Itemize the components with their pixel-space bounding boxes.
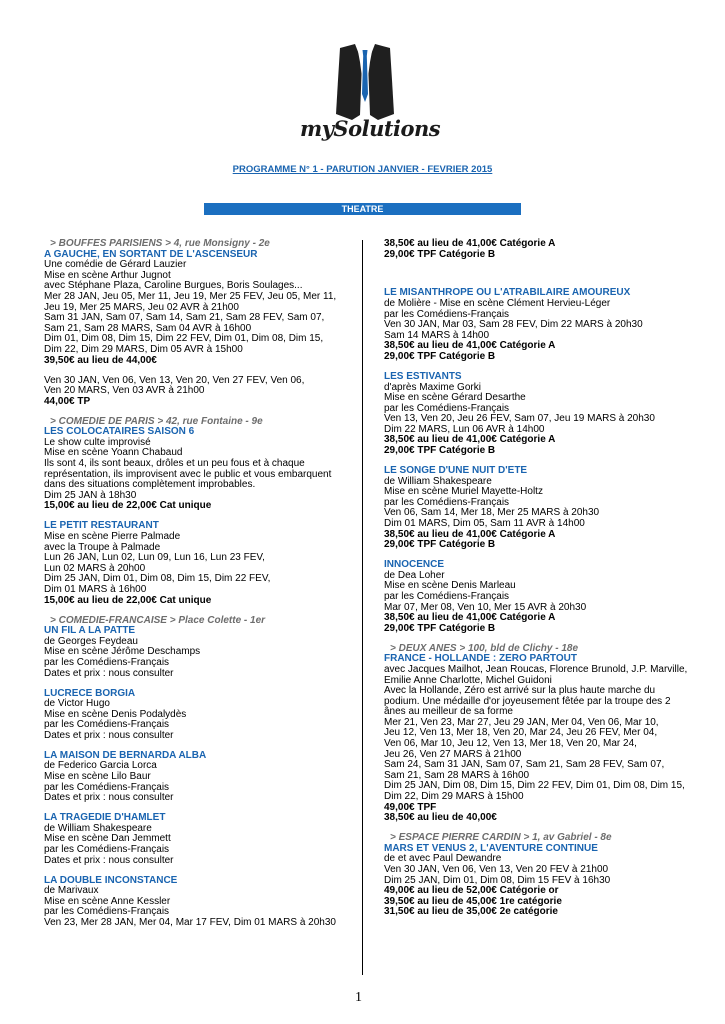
show-title: LA DOUBLE INCONSTANCE	[44, 874, 178, 886]
text-line: avec Jacques Mailhot, Jean Roucas, Florence Brunold, J.P. Marville,	[384, 663, 688, 675]
text-line: de Victor Hugo	[44, 698, 110, 710]
text-line: dans des situations complètement improbables.	[44, 479, 256, 491]
show-title: INNOCENCE	[384, 559, 445, 571]
text-line: Dates et prix : nous consulter	[44, 729, 174, 741]
show-title: FRANCE - HOLLANDE : ZERO PARTOUT	[384, 653, 577, 665]
section-header-theatre: THEATRE	[204, 203, 521, 215]
text-line: Dates et prix : nous consulter	[44, 667, 174, 679]
text-line: d'après Maxime Gorki	[384, 381, 481, 393]
text-line: Mar 07, Mer 08, Ven 10, Mer 15 AVR à 20h30	[384, 601, 587, 613]
text-line: Avec la Hollande, Zéro est arrivé sur la plus haute marche du	[384, 685, 656, 697]
text-line: Dim 22, Dim 29 MARS, Dim 05 AVR à 15h00	[44, 343, 243, 355]
price-line: 29,00€ TPF Catégorie B	[384, 445, 496, 457]
text-line: ânes au meilleur de sa forme	[384, 706, 513, 718]
text-line: Jeu 19, Mer 25 MARS, Jeu 02 AVR à 21h00	[44, 301, 239, 313]
text-line: Ven 06, Mar 10, Jeu 12, Ven 13, Mer 18, Ven 20, Mar 24,	[384, 738, 637, 750]
text-line: podium. Une médaille d'or joyeusement fêtée par la troupe des 2	[384, 695, 671, 707]
right-column	[384, 239, 714, 918]
text-line: de Dea Loher	[384, 569, 445, 581]
text-line: Lun 02 MARS à 20h00	[44, 562, 146, 574]
price-line: 38,50€ au lieu de 41,00€ Catégorie A	[384, 340, 556, 352]
price-line: 15,00€ au lieu de 22,00€ Cat unique	[44, 500, 212, 512]
text-line: Dim 22 MARS, Lun 06 AVR à 14h00	[384, 423, 545, 435]
text-line: Le show culte improvisé	[44, 436, 151, 448]
text-line: avec Stéphane Plaza, Caroline Burgues, Boris Soulages...	[44, 280, 303, 292]
text-line: Ven 20 MARS, Ven 03 AVR à 21h00	[44, 385, 205, 397]
show-title: LE SONGE D'UNE NUIT D'ETE	[384, 465, 528, 477]
venue-line: > COMEDIE-FRANCAISE > Place Colette - 1er	[50, 614, 266, 626]
text-line: par les Comédiens-Français	[44, 781, 170, 793]
text-line: Jeu 26, Ven 27 MARS à 21h00	[384, 748, 522, 760]
text-line: par les Comédiens-Français	[44, 844, 170, 856]
text-line: Mise en scène Pierre Palmade	[44, 531, 181, 543]
price-line: 49,00€ TPF	[384, 801, 437, 813]
column-divider	[362, 240, 363, 975]
text-line: avec la Troupe à Palmade	[44, 541, 161, 553]
text-line: Ven 30 JAN, Ven 06, Ven 13, Ven 20 FEV à 21h00	[384, 864, 609, 875]
text-line: de Marivaux	[44, 885, 99, 897]
text-line: Mer 21, Ven 23, Mar 27, Jeu 29 JAN, Mer 04, Ven 06, Mar 10,	[384, 716, 659, 728]
text-line: Mise en scène Yoann Chabaud	[44, 447, 183, 459]
text-line: par les Comédiens-Français	[44, 906, 170, 918]
price-line: 29,00€ TPF Catégorie B	[384, 248, 496, 260]
text-line: Mise en scène Gérard Desarthe	[384, 392, 526, 404]
text-line: Lun 26 JAN, Lun 02, Lun 09, Lun 16, Lun 23 FEV,	[44, 552, 265, 564]
price-line: 49,00€ au lieu de 52,00€ Catégorie or	[384, 885, 559, 897]
text-line: Mer 28 JAN, Jeu 05, Mer 11, Jeu 19, Mer 25 FEV, Jeu 05, Mer 11,	[44, 290, 337, 302]
text-line: par les Comédiens-Français	[384, 308, 510, 320]
text-line: de William Shakespeare	[384, 475, 492, 487]
price-line: 38,50€ au lieu de 41,00€ Catégorie A	[384, 528, 556, 540]
text-line: Dim 01, Dim 08, Dim 15, Dim 22 FEV, Dim 01, Dim 08, Dim 15,	[44, 333, 324, 345]
price-line: 38,50€ au lieu de 41,00€ Catégorie A	[384, 612, 556, 624]
show-title: LES COLOCATAIRES SAISON 6	[44, 426, 195, 438]
show-title: LA TRAGEDIE D'HAMLET	[44, 812, 166, 824]
text-line: de Georges Feydeau	[44, 635, 138, 647]
text-line: Mise en scène Lilo Baur	[44, 771, 151, 783]
show-title: LES ESTIVANTS	[384, 370, 462, 382]
text-line: Sam 14 MARS à 14h00	[384, 329, 490, 341]
text-line: Dim 25 JAN, Dim 01, Dim 08, Dim 15 FEV à 16h30	[384, 874, 611, 886]
text-line: Ven 30 JAN, Mar 03, Sam 28 FEV, Dim 22 MARS à 20h30	[384, 319, 643, 331]
show-title: LE MISANTHROPE OU L'ATRABILAIRE AMOUREUX	[384, 287, 631, 299]
price-line: 39,50€ au lieu de 45,00€ 1re catégorie	[384, 895, 562, 907]
text-line: Mise en scène Dan Jemmett	[44, 833, 171, 845]
show-title: LA MAISON DE BERNARDA ALBA	[44, 749, 207, 761]
price-line: 29,00€ TPF Catégorie B	[384, 350, 496, 362]
left-column	[44, 239, 356, 929]
text-line: Sam 21, Sam 28 MARS à 16h00	[384, 769, 530, 781]
text-line: par les Comédiens-Français	[384, 590, 510, 602]
text-line: de Molière - Mise en scène Clément Hervieu-Léger	[384, 297, 611, 309]
text-line: Sam 24, Sam 31 JAN, Sam 07, Sam 21, Sam 28 FEV, Sam 07,	[384, 759, 665, 771]
venue-line: > ESPACE PIERRE CARDIN > 1, av Gabriel - 8e	[390, 832, 612, 844]
text-line: par les Comédiens-Français	[384, 402, 510, 414]
text-line: Dim 01 MARS, Dim 05, Sam 11 AVR à 14h00	[384, 518, 585, 530]
text-line: Mise en scène Arthur Jugnot	[44, 269, 171, 281]
text-line: Mise en scène Anne Kessler	[44, 895, 171, 907]
price-line: 44,00€ TP	[44, 395, 91, 407]
text-line: Ven 23, Mer 28 JAN, Mer 04, Mar 17 FEV, Dim 01 MARS à 20h30	[44, 916, 336, 928]
logo-text: mySolutions	[300, 116, 441, 141]
show-title: UN FIL A LA PATTE	[44, 625, 136, 637]
spacer	[384, 270, 714, 279]
show-title: LE PETIT RESTAURANT	[44, 520, 159, 532]
venue-line: > COMEDIE DE PARIS > 42, rue Fontaine - 9e	[50, 415, 263, 427]
text-line: Dim 25 JAN, Dim 01, Dim 08, Dim 15, Dim 22 FEV,	[44, 573, 271, 585]
price-line: 29,00€ TPF Catégorie B	[384, 622, 496, 634]
programme-title: PROGRAMME N° 1 - PARUTION JANVIER - FEVRIER 2015	[232, 164, 493, 175]
show-title: A GAUCHE, EN SORTANT DE L'ASCENSEUR	[44, 248, 258, 260]
price-line: 38,50€ au lieu de 40,00€	[384, 812, 497, 824]
text-line: Ven 13, Ven 20, Jeu 26 FEV, Sam 07, Jeu 19 MARS à 20h30	[384, 413, 655, 425]
page-number: 1	[355, 990, 362, 1005]
text-line: Mise en scène Jérôme Deschamps	[44, 646, 201, 658]
text-line: Dates et prix : nous consulter	[44, 854, 174, 866]
show-title: MARS ET VENUS 2, L'AVENTURE CONTINUE	[384, 842, 598, 854]
text-line: de William Shakespeare	[44, 822, 152, 834]
text-line: Ils sont 4, ils sont beaux, drôles et un peu fous et à chaque	[44, 458, 305, 470]
price-line: 38,50€ au lieu de 41,00€ Catégorie A	[384, 434, 556, 446]
price-line: 38,50€ au lieu de 41,00€ Catégorie A	[384, 238, 556, 249]
show-title: LUCRECE BORGIA	[44, 687, 136, 699]
text-line: Mise en scène Denis Marleau	[384, 580, 516, 592]
text-line: Dim 25 JAN à 18h30	[44, 489, 137, 501]
text-line: de Federico Garcia Lorca	[44, 760, 157, 772]
text-line: Mise en scène Denis Podalydès	[44, 708, 187, 720]
text-line: Sam 31 JAN, Sam 07, Sam 14, Sam 21, Sam 28 FEV, Sam 07,	[44, 312, 325, 324]
text-line: par les Comédiens-Français	[384, 496, 510, 508]
price-line: 31,50€ au lieu de 35,00€ 2e catégorie	[384, 906, 558, 918]
text-line: par les Comédiens-Français	[44, 719, 170, 731]
text-line: Ven 30 JAN, Ven 06, Ven 13, Ven 20, Ven 27 FEV, Ven 06,	[44, 374, 305, 386]
text-line: Dim 22, Dim 29 MARS à 15h00	[384, 791, 524, 803]
text-line: Sam 21, Sam 28 MARS, Sam 04 AVR à 16h00	[44, 322, 252, 334]
venue-line: > DEUX ANES > 100, bld de Clichy - 18e	[390, 642, 579, 654]
text-line: Dates et prix : nous consulter	[44, 792, 174, 804]
price-line: 29,00€ TPF Catégorie B	[384, 539, 496, 551]
text-line: de et avec Paul Dewandre	[384, 853, 502, 865]
text-line: Dim 01 MARS à 16h00	[44, 583, 147, 595]
text-line: Mise en scène Muriel Mayette-Holtz	[384, 486, 543, 498]
text-line: Ven 06, Sam 14, Mer 18, Mer 25 MARS à 20h30	[384, 507, 600, 519]
price-line: 15,00€ au lieu de 22,00€ Cat unique	[44, 594, 212, 606]
text-line: représentation, ils improvisent avec le public et vous embarquent	[44, 468, 332, 480]
text-line: Emilie Anne Charlotte, Michel Guidoni	[384, 674, 552, 686]
text-line: Jeu 12, Ven 13, Mer 18, Ven 20, Mar 24, Jeu 26 FEV, Mer 04,	[384, 727, 658, 739]
text-line: Dim 25 JAN, Dim 08, Dim 15, Dim 22 FEV, Dim 01, Dim 08, Dim 15,	[384, 780, 685, 792]
price-line: 39,50€ au lieu de 44,00€	[44, 354, 157, 366]
venue-line: > BOUFFES PARISIENS > 4, rue Monsigny - 2e	[50, 238, 270, 249]
text-line: Une comédie de Gérard Lauzier	[44, 259, 187, 271]
spacer	[384, 260, 714, 269]
text-line: par les Comédiens-Français	[44, 656, 170, 668]
